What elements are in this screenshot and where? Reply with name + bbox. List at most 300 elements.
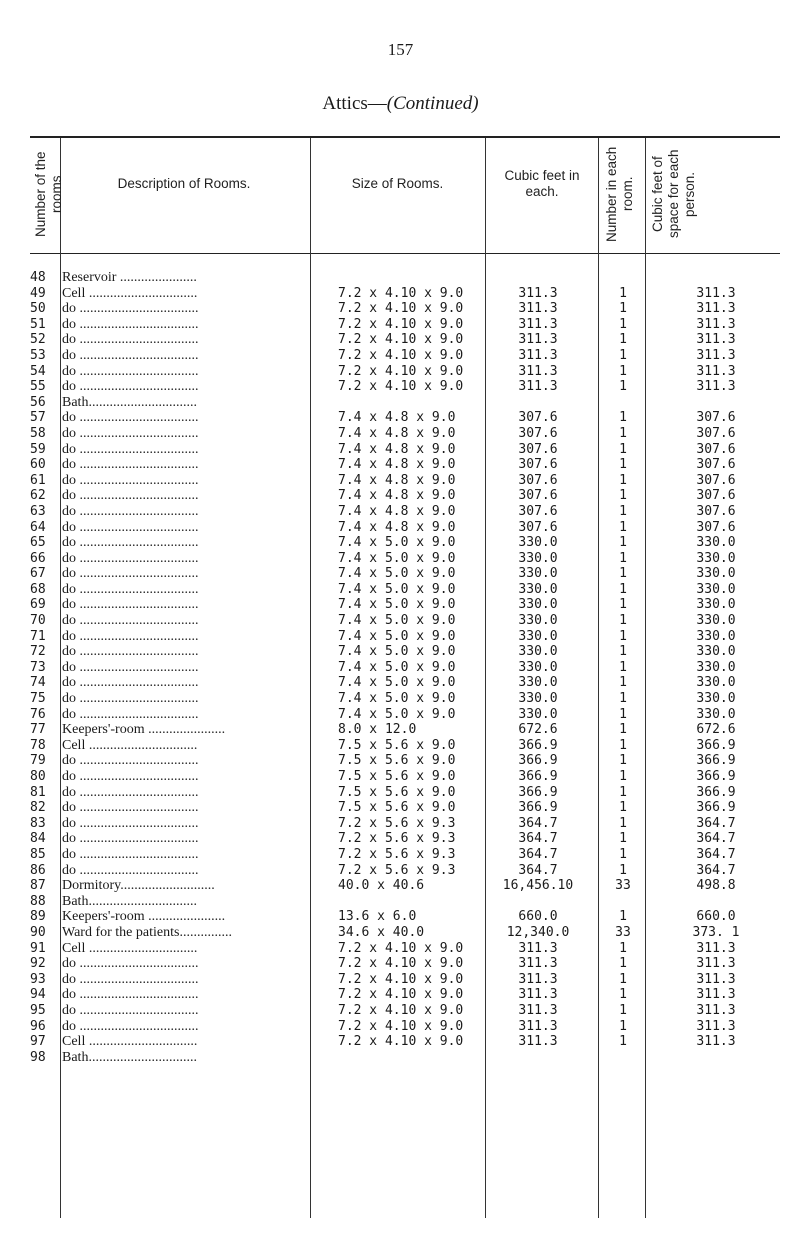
room-number: 95 [30, 1002, 46, 1018]
room-number: 64 [30, 519, 46, 535]
space-per-person: 311.3 [696, 316, 736, 332]
room-size: 7.2 x 4.10 x 9.0 [338, 301, 464, 317]
cubic-feet: 366.9 [518, 769, 558, 784]
cubic-feet: 660.0 [518, 909, 558, 925]
space-per-person: 311.3 [696, 285, 736, 301]
room-number: 77 [30, 722, 46, 738]
room-size: 7.4 x 4.8 x 9.0 [338, 519, 456, 535]
occupants: 1 [619, 956, 627, 972]
table-row [30, 457, 780, 473]
room-description: do .................................. [62, 519, 199, 535]
occupants: 1 [619, 613, 627, 629]
room-number: 72 [30, 644, 46, 660]
cubic-feet: 311.3 [518, 987, 558, 1003]
cubic-feet: 364.7 [518, 862, 558, 878]
room-size: 7.2 x 4.10 x 9.0 [338, 956, 464, 972]
table-row [30, 738, 780, 754]
table-row [30, 831, 780, 847]
room-number: 75 [30, 691, 46, 707]
room-description: do .................................. [62, 815, 199, 831]
title-continued: (Continued) [386, 93, 479, 114]
occupants: 1 [619, 535, 627, 551]
space-per-person: 366.9 [696, 769, 736, 784]
occupants: 1 [619, 1002, 627, 1018]
cubic-feet: 330.0 [518, 581, 558, 597]
cubic-feet: 311.3 [518, 1002, 558, 1018]
space-per-person: 307.6 [696, 441, 736, 457]
room-description: do .................................. [62, 691, 199, 707]
cubic-feet: 366.9 [518, 737, 558, 753]
space-per-person: 330.0 [696, 706, 736, 722]
page-number: 157 [387, 40, 414, 59]
space-per-person: 307.6 [696, 457, 736, 473]
room-number: 49 [30, 285, 46, 301]
header-number-of-rooms: Number of the rooms [33, 151, 64, 237]
table-row [30, 925, 780, 941]
room-number: 76 [30, 706, 46, 722]
occupants: 1 [619, 301, 627, 317]
cubic-feet: 364.7 [518, 831, 558, 847]
room-description: do .................................. [62, 441, 199, 457]
space-per-person: 366.9 [696, 753, 736, 769]
occupants: 1 [619, 800, 627, 816]
room-description: Dormitory........................... [62, 878, 215, 894]
occupants: 1 [619, 628, 627, 644]
room-number: 80 [30, 769, 46, 784]
room-size: 7.4 x 5.0 x 9.0 [338, 597, 456, 613]
cubic-feet: 307.6 [518, 457, 558, 473]
room-description: Bath............................... [62, 394, 197, 410]
room-description: Keepers'-room ...................... [62, 722, 226, 738]
occupants: 1 [619, 846, 627, 862]
room-description: do .................................. [62, 503, 199, 519]
table-header-rule [30, 253, 780, 254]
space-per-person: 311.3 [696, 363, 736, 379]
room-number: 71 [30, 628, 46, 644]
cubic-feet: 307.6 [518, 441, 558, 457]
space-per-person: 498.8 [696, 878, 736, 894]
room-description: do .................................. [62, 800, 199, 816]
occupants: 1 [619, 285, 627, 301]
room-size: 7.2 x 5.6 x 9.3 [338, 862, 456, 878]
room-number: 58 [30, 425, 46, 441]
table-row [30, 972, 780, 988]
space-per-person: 307.6 [696, 410, 736, 426]
occupants: 1 [619, 581, 627, 597]
room-number: 57 [30, 410, 46, 426]
room-number: 56 [30, 394, 46, 410]
room-size: 7.2 x 4.10 x 9.0 [338, 987, 464, 1003]
space-per-person: 330.0 [696, 597, 736, 613]
occupants: 1 [619, 644, 627, 660]
cubic-feet: 330.0 [518, 644, 558, 660]
room-number: 62 [30, 488, 46, 504]
room-number: 53 [30, 347, 46, 363]
room-size: 7.5 x 5.6 x 9.0 [338, 737, 456, 753]
table-row [30, 286, 780, 302]
room-number: 65 [30, 535, 46, 551]
room-description: do .................................. [62, 784, 199, 800]
cubic-feet: 307.6 [518, 519, 558, 535]
table-row [30, 535, 780, 551]
space-per-person: 307.6 [696, 472, 736, 488]
room-size: 7.4 x 5.0 x 9.0 [338, 581, 456, 597]
table-row [30, 348, 780, 364]
room-description: do .................................. [62, 316, 199, 332]
room-number: 59 [30, 441, 46, 457]
space-per-person: 330.0 [696, 566, 736, 582]
room-number: 87 [30, 878, 46, 894]
space-per-person: 330.0 [696, 550, 736, 566]
space-per-person: 364.7 [696, 831, 736, 847]
room-number: 74 [30, 675, 46, 691]
table-row [30, 1050, 780, 1066]
room-number: 61 [30, 472, 46, 488]
table-row [30, 504, 780, 520]
occupants: 1 [619, 987, 627, 1003]
table-row [30, 753, 780, 769]
cubic-feet: 311.3 [518, 971, 558, 987]
occupants: 1 [619, 441, 627, 457]
space-per-person: 330.0 [696, 659, 736, 675]
room-size: 7.4 x 5.0 x 9.0 [338, 566, 456, 582]
table-row [30, 800, 780, 816]
room-number: 90 [30, 924, 46, 940]
cubic-feet: 311.3 [518, 347, 558, 363]
table-row [30, 816, 780, 832]
table-row [30, 956, 780, 972]
cubic-feet: 366.9 [518, 800, 558, 816]
room-number: 73 [30, 659, 46, 675]
room-number: 66 [30, 550, 46, 566]
room-description: do .................................. [62, 425, 199, 441]
cubic-feet: 16,456.10 [502, 878, 574, 894]
room-description: do .................................. [62, 581, 199, 597]
cubic-feet: 307.6 [518, 488, 558, 504]
space-per-person: 672.6 [696, 722, 736, 738]
table-row [30, 1034, 780, 1050]
room-description: do .................................. [62, 301, 199, 317]
room-description: do .................................. [62, 379, 199, 395]
room-description: do .................................. [62, 628, 199, 644]
room-number: 81 [30, 784, 46, 800]
room-size: 8.0 x 12.0 [338, 722, 417, 738]
room-size: 7.2 x 5.6 x 9.3 [338, 831, 456, 847]
occupants: 1 [619, 1018, 627, 1034]
occupants: 1 [619, 815, 627, 831]
table-row [30, 270, 780, 286]
occupants: 1 [619, 722, 627, 738]
space-per-person: 373. 1 [692, 924, 740, 940]
cubic-feet: 311.3 [518, 1018, 558, 1034]
room-description: do .................................. [62, 550, 199, 566]
room-description: do .................................. [62, 706, 199, 722]
occupants: 1 [619, 316, 627, 332]
space-per-person: 311.3 [696, 971, 736, 987]
room-number: 98 [30, 1049, 46, 1065]
room-size: 40.0 x 40.6 [338, 878, 425, 894]
room-number: 92 [30, 956, 46, 972]
room-size: 7.5 x 5.6 x 9.0 [338, 784, 456, 800]
room-description: do .................................. [62, 846, 199, 862]
occupants: 1 [619, 472, 627, 488]
room-number: 84 [30, 831, 46, 847]
table-row [30, 566, 780, 582]
room-number: 89 [30, 909, 46, 925]
occupants: 1 [619, 379, 627, 395]
table-row [30, 675, 780, 691]
room-number: 50 [30, 301, 46, 317]
cubic-feet: 311.3 [518, 332, 558, 348]
cubic-feet: 330.0 [518, 550, 558, 566]
table-row [30, 379, 780, 395]
room-description: do .................................. [62, 971, 199, 987]
header-number-in-room: Number in each room. [604, 146, 635, 242]
table-row [30, 863, 780, 879]
room-size: 7.5 x 5.6 x 9.0 [338, 753, 456, 769]
room-size: 7.4 x 5.0 x 9.0 [338, 535, 456, 551]
table-row [30, 410, 780, 426]
room-description: Bath............................... [62, 893, 197, 909]
space-per-person: 311.3 [696, 347, 736, 363]
cubic-feet: 672.6 [518, 722, 558, 738]
room-description: Cell ............................... [62, 1034, 198, 1050]
header-cubic-feet: Cubic feet in each. [504, 168, 580, 199]
room-number: 48 [30, 270, 46, 285]
occupants: 1 [619, 457, 627, 473]
cubic-feet: 311.3 [518, 316, 558, 332]
page-title [0, 93, 801, 115]
room-number: 55 [30, 379, 46, 395]
occupants: 1 [619, 769, 627, 784]
space-per-person: 364.7 [696, 862, 736, 878]
room-size: 7.4 x 5.0 x 9.0 [338, 613, 456, 629]
room-number: 68 [30, 581, 46, 597]
room-description: do .................................. [62, 566, 199, 582]
cubic-feet: 366.9 [518, 784, 558, 800]
room-description: Ward for the patients............... [62, 924, 232, 940]
space-per-person: 330.0 [696, 675, 736, 691]
room-number: 63 [30, 503, 46, 519]
cubic-feet: 330.0 [518, 675, 558, 691]
room-description: Cell ............................... [62, 940, 198, 956]
space-per-person: 330.0 [696, 613, 736, 629]
cubic-feet: 364.7 [518, 815, 558, 831]
space-per-person: 366.9 [696, 784, 736, 800]
table-row [30, 520, 780, 536]
room-size: 7.2 x 4.10 x 9.0 [338, 332, 464, 348]
table-row [30, 613, 780, 629]
room-number: 51 [30, 316, 46, 332]
space-per-person: 366.9 [696, 737, 736, 753]
table-row [30, 332, 780, 348]
room-number: 69 [30, 597, 46, 613]
occupants: 1 [619, 737, 627, 753]
space-per-person: 311.3 [696, 332, 736, 348]
occupants: 1 [619, 909, 627, 925]
space-per-person: 364.7 [696, 815, 736, 831]
room-description: do .................................. [62, 1018, 199, 1034]
room-size: 7.2 x 4.10 x 9.0 [338, 971, 464, 987]
occupants: 1 [619, 425, 627, 441]
room-description: do .................................. [62, 659, 199, 675]
cubic-feet: 330.0 [518, 691, 558, 707]
space-per-person: 311.3 [696, 379, 736, 395]
room-size: 7.4 x 5.0 x 9.0 [338, 659, 456, 675]
room-size: 7.5 x 5.6 x 9.0 [338, 800, 456, 816]
room-description: do .................................. [62, 862, 199, 878]
occupants: 1 [619, 784, 627, 800]
cubic-feet: 12,340.0 [506, 924, 570, 940]
room-description: do .................................. [62, 987, 199, 1003]
space-per-person: 330.0 [696, 628, 736, 644]
room-description: do .................................. [62, 332, 199, 348]
room-description: Cell ............................... [62, 285, 198, 301]
room-description: Reservoir ...................... [62, 270, 197, 285]
occupants: 1 [619, 971, 627, 987]
cubic-feet: 330.0 [518, 628, 558, 644]
cubic-feet: 307.6 [518, 425, 558, 441]
table-row [30, 691, 780, 707]
room-description: do .................................. [62, 1002, 199, 1018]
space-per-person: 660.0 [696, 909, 736, 925]
table-row [30, 644, 780, 660]
table-row [30, 878, 780, 894]
cubic-feet: 330.0 [518, 597, 558, 613]
room-size: 7.4 x 5.0 x 9.0 [338, 675, 456, 691]
occupants: 1 [619, 1034, 627, 1050]
table-row [30, 473, 780, 489]
room-number: 70 [30, 613, 46, 629]
table-row [30, 426, 780, 442]
header-cubic-space: Cubic feet of space for each person. [650, 149, 697, 239]
occupants: 1 [619, 332, 627, 348]
room-description: do .................................. [62, 956, 199, 972]
room-size: 7.2 x 4.10 x 9.0 [338, 316, 464, 332]
cubic-feet: 311.3 [518, 940, 558, 956]
table-row [30, 847, 780, 863]
space-per-person: 364.7 [696, 846, 736, 862]
room-number: 82 [30, 800, 46, 816]
room-size: 7.4 x 4.8 x 9.0 [338, 503, 456, 519]
cubic-feet: 330.0 [518, 566, 558, 582]
room-size: 7.4 x 4.8 x 9.0 [338, 441, 456, 457]
room-description: do .................................. [62, 613, 199, 629]
cubic-feet: 330.0 [518, 659, 558, 675]
room-size: 7.4 x 5.0 x 9.0 [338, 628, 456, 644]
space-per-person: 330.0 [696, 581, 736, 597]
space-per-person: 330.0 [696, 691, 736, 707]
room-number: 91 [30, 940, 46, 956]
room-description: do .................................. [62, 644, 199, 660]
room-number: 97 [30, 1034, 46, 1050]
room-number: 86 [30, 862, 46, 878]
room-number: 78 [30, 737, 46, 753]
cubic-feet: 364.7 [518, 846, 558, 862]
occupants: 1 [619, 706, 627, 722]
room-size: 7.4 x 5.0 x 9.0 [338, 550, 456, 566]
occupants: 1 [619, 519, 627, 535]
room-size: 7.2 x 4.10 x 9.0 [338, 1002, 464, 1018]
room-size: 7.2 x 4.10 x 9.0 [338, 285, 464, 301]
room-size: 7.4 x 5.0 x 9.0 [338, 706, 456, 722]
room-number: 85 [30, 846, 46, 862]
room-description: do .................................. [62, 472, 199, 488]
room-number: 54 [30, 363, 46, 379]
table-row [30, 1019, 780, 1035]
cubic-feet: 330.0 [518, 613, 558, 629]
occupants: 33 [615, 924, 631, 940]
room-description: do .................................. [62, 488, 199, 504]
table-row [30, 722, 780, 738]
table-row [30, 707, 780, 723]
room-size: 7.2 x 5.6 x 9.3 [338, 846, 456, 862]
room-number: 67 [30, 566, 46, 582]
room-number: 93 [30, 971, 46, 987]
occupants: 33 [615, 878, 631, 894]
table-row [30, 629, 780, 645]
room-description: do .................................. [62, 597, 199, 613]
room-size: 7.2 x 4.10 x 9.0 [338, 347, 464, 363]
room-number: 79 [30, 753, 46, 769]
space-per-person: 311.3 [696, 940, 736, 956]
occupants: 1 [619, 363, 627, 379]
room-description: do .................................. [62, 363, 199, 379]
cubic-feet: 330.0 [518, 535, 558, 551]
occupants: 1 [619, 659, 627, 675]
cubic-feet: 311.3 [518, 956, 558, 972]
room-description: do .................................. [62, 410, 199, 426]
table-row [30, 582, 780, 598]
header-size: Size of Rooms. [351, 176, 444, 191]
table-row [30, 1003, 780, 1019]
occupants: 1 [619, 675, 627, 691]
table-row [30, 909, 780, 925]
occupants: 1 [619, 566, 627, 582]
table-row [30, 488, 780, 504]
space-per-person: 311.3 [696, 1002, 736, 1018]
table-row [30, 785, 780, 801]
space-per-person: 311.3 [696, 1018, 736, 1034]
room-size: 7.2 x 4.10 x 9.0 [338, 1018, 464, 1034]
room-description: do .................................. [62, 347, 199, 363]
room-size: 7.2 x 4.10 x 9.0 [338, 379, 464, 395]
table-row [30, 894, 780, 910]
space-per-person: 330.0 [696, 535, 736, 551]
table-top-rule [30, 136, 780, 138]
space-per-person: 307.6 [696, 425, 736, 441]
occupants: 1 [619, 488, 627, 504]
room-description: do .................................. [62, 753, 199, 769]
space-per-person: 366.9 [696, 800, 736, 816]
table-row [30, 395, 780, 411]
occupants: 1 [619, 831, 627, 847]
room-size: 7.2 x 4.10 x 9.0 [338, 940, 464, 956]
table-row [30, 941, 780, 957]
space-per-person: 307.6 [696, 503, 736, 519]
table-row [30, 987, 780, 1003]
occupants: 1 [619, 503, 627, 519]
cubic-feet: 311.3 [518, 301, 558, 317]
room-number: 96 [30, 1018, 46, 1034]
cubic-feet: 307.6 [518, 472, 558, 488]
title-main: Attics— [322, 93, 387, 114]
room-size: 7.4 x 5.0 x 9.0 [338, 644, 456, 660]
room-size: 7.2 x 5.6 x 9.3 [338, 815, 456, 831]
room-description: Bath............................... [62, 1049, 197, 1065]
space-per-person: 311.3 [696, 301, 736, 317]
room-description: do .................................. [62, 769, 199, 784]
